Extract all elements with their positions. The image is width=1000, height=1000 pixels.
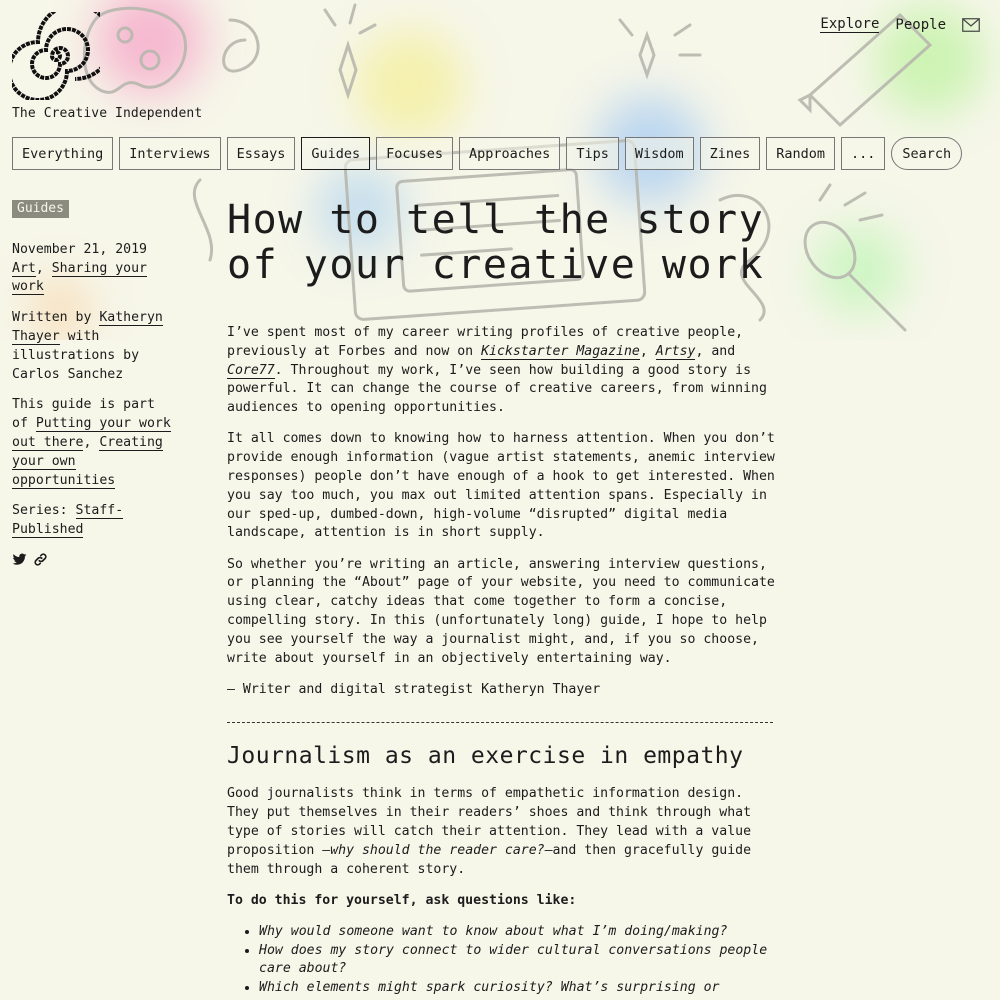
nav-item-random[interactable]: Random [766, 137, 835, 170]
nav-item-more[interactable]: ... [841, 137, 885, 170]
section-divider [227, 722, 773, 723]
nav-item-interviews[interactable]: Interviews [119, 137, 220, 170]
share-icons [12, 552, 172, 567]
mail-icon[interactable] [962, 18, 980, 32]
intro-paragraph-3: So whether you’re writing an article, answering interview questions, or planning the “About” page of your website, you need to communicate using clear, catchy ideas that come together to form a concise, compelling story. In this (unfortunately long) guide, I hope to help you see yourself the way a journalist might, and, if you so choose, write about yourself in an objectively entertaining way. [227, 556, 775, 666]
list-item: • How does my story connect to wider cultural conversations people care about? [259, 942, 777, 980]
section-text: Good journalists think in terms of empathetic information design. They put themselves in their readers’ shoes and think through what type of stories will catch their attention. They lead with a value proposition — [227, 786, 752, 858]
section-emphasis: why should the reader care? [330, 842, 545, 858]
nav-item-guides[interactable]: Guides [301, 137, 370, 170]
main-nav [12, 137, 962, 170]
tag-list: Art, Sharing your work [12, 260, 147, 295]
article [227, 198, 777, 998]
search-button[interactable]: Search [891, 137, 962, 170]
separator: , and [695, 343, 736, 359]
byline [12, 309, 172, 384]
written-by-label: Written by [12, 310, 92, 326]
link-icon[interactable] [33, 552, 48, 567]
list-item: • Why would someone want to know about what I’m doing/making? [259, 923, 777, 942]
article-sidebar [12, 200, 172, 567]
nav-item-focuses[interactable]: Focuses [376, 137, 453, 170]
list-item: • Which elements might spark curiosity? What’s surprising or [259, 979, 777, 998]
article-title: How to tell the story of your creative work [227, 197, 765, 288]
nav-item-essays[interactable]: Essays [227, 137, 296, 170]
series-link[interactable]: Staff-Published [12, 503, 124, 538]
site-name[interactable]: The Creative Independent [12, 106, 203, 121]
tag-link-sharing[interactable]: Sharing your work [12, 260, 147, 295]
series-info [12, 502, 172, 540]
series-label: Series: [12, 503, 68, 519]
part-of-link-creating[interactable]: Creating your own opportunities [12, 434, 163, 488]
people-link[interactable]: People [895, 16, 946, 33]
question-list [227, 923, 777, 998]
nav-item-everything[interactable]: Everything [12, 137, 113, 170]
part-of-link-putting[interactable]: Putting your work out there [12, 416, 171, 450]
author-link[interactable]: Katheryn Thayer [12, 310, 163, 344]
intro-paragraph-1 [227, 324, 777, 418]
section-paragraph-1 [227, 785, 777, 879]
twitter-icon[interactable] [12, 552, 27, 567]
nav-item-approaches[interactable]: Approaches [459, 137, 560, 170]
explore-link[interactable]: Explore [820, 16, 880, 32]
publish-date: November 21, 2019 [12, 241, 147, 257]
nav-item-tips[interactable]: Tips [566, 137, 619, 170]
artsy-link[interactable]: Artsy [655, 343, 696, 359]
intro-text: . Throughout my work, I’ve seen how building a good story is powerful. It can change the course of creative careers, from winning audiences to opening opportunities. [227, 362, 767, 416]
category-badge[interactable]: Guides [12, 200, 69, 218]
nav-item-wisdom[interactable]: Wisdom [625, 137, 694, 170]
separator: , [639, 343, 656, 359]
core77-link[interactable]: Core77 [227, 362, 275, 378]
logo-spiral-icon[interactable] [12, 12, 100, 100]
ask-questions-heading: To do this for yourself, ask questions like: [227, 892, 577, 908]
kickstarter-magazine-link[interactable]: Kickstarter Magazine [481, 343, 640, 359]
guide-part-of: This guide is part of Putting your work out there, Creating your own opportunities [12, 397, 171, 488]
article-body [227, 324, 777, 998]
section-heading: Journalism as an exercise in empathy [227, 742, 744, 769]
illustrator-credit: with illustrations by Carlos Sanchez [12, 328, 140, 382]
intro-signature: — Writer and digital strategist Katheryn Thayer [227, 681, 601, 697]
tag-link-art[interactable]: Art [12, 260, 36, 276]
section-text: —and then gracefully guide them through a coherent story. [227, 842, 752, 877]
intro-paragraph-2: It all comes down to knowing how to harness attention. When you don’t provide enough information (vague artist statements, anemic interview responses) people don’t have enough of a hook to get interested. When you say too much, you max out limited attention spans. Especially in our sped-up, dumbed-down, high-volume “disrupted” digital media landscape, attention is in short supply. [227, 431, 775, 541]
nav-item-zines[interactable]: Zines [700, 137, 761, 170]
part-of-label: This guide is part of [12, 397, 155, 432]
intro-text: I’ve spent most of my career writing profiles of creative people, previously at Forbes and now on [227, 325, 744, 359]
top-links [820, 16, 980, 33]
